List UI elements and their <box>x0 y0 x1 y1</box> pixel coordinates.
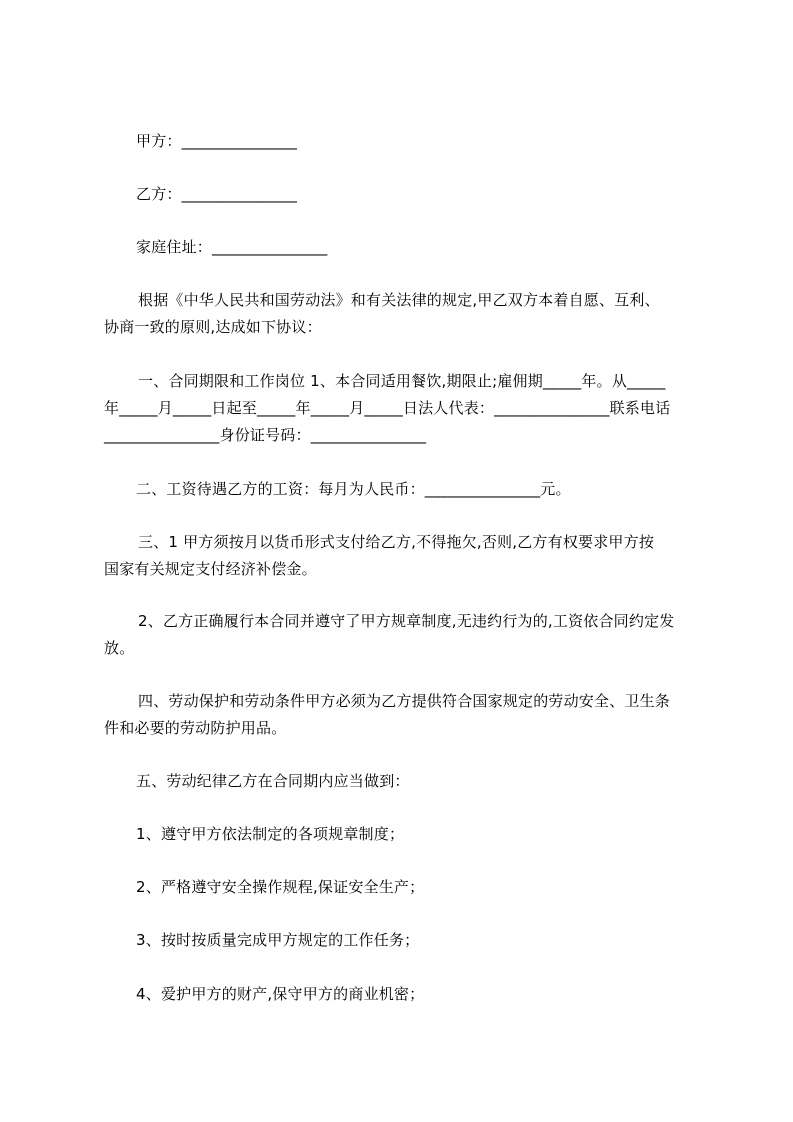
section5-item-2: 2、严格遵守安全操作规程,保证安全生产； <box>136 878 425 896</box>
section3-line-1: 三、1 甲方须按月以货币形式支付给乙方,不得拖欠,否则,乙方有权要求甲方按 <box>138 533 655 551</box>
section5-item-3: 3、按时按质量完成甲方规定的工作任务； <box>136 931 420 949</box>
section3-item2-line-2: 放。 <box>104 639 135 657</box>
section1-line-3: _______________身份证号码：_______________ <box>104 426 427 444</box>
section3-line-2: 国家有关规定支付经济补偿金。 <box>104 560 317 578</box>
section4-line-2: 件和必要的劳动防护用品。 <box>104 719 287 737</box>
home-address-line: 家庭住址：_______________ <box>136 238 328 256</box>
party-b-line: 乙方：_______________ <box>136 185 298 203</box>
section5-heading: 五、劳动纪律乙方在合同期内应当做到： <box>136 772 410 790</box>
section3-item2-line-1: 2、乙方正确履行本合同并遵守了甲方规章制度,无违约行为的,工资依合同约定发 <box>138 612 675 630</box>
party-a-line: 甲方：_______________ <box>136 132 298 150</box>
intro-line-2: 协商一致的原则,达成如下协议： <box>104 318 322 336</box>
section4-line-1: 四、劳动保护和劳动条件甲方必须为乙方提供符合国家规定的劳动安全、卫生条 <box>138 692 671 710</box>
section1-line-2: 年_____月_____日起至_____年_____月_____日法人代表：_______________联系电话 <box>104 399 671 417</box>
intro-line-1: 根据《中华人民共和国劳动法》和有关法律的规定,甲乙双方本着自愿、互利、 <box>138 291 660 309</box>
section5-item-4: 4、爱护甲方的财产,保守甲方的商业机密； <box>136 985 425 1003</box>
section5-item-1: 1、遵守甲方依法制定的各项规章制度； <box>136 825 405 843</box>
section2-line: 二、工资待遇乙方的工资：每月为人民币：_______________元。 <box>136 480 571 498</box>
section1-line-1: 一、合同期限和工作岗位 1、本合同适用餐饮,期限止;雇佣期_____年。从_____ <box>138 372 666 390</box>
